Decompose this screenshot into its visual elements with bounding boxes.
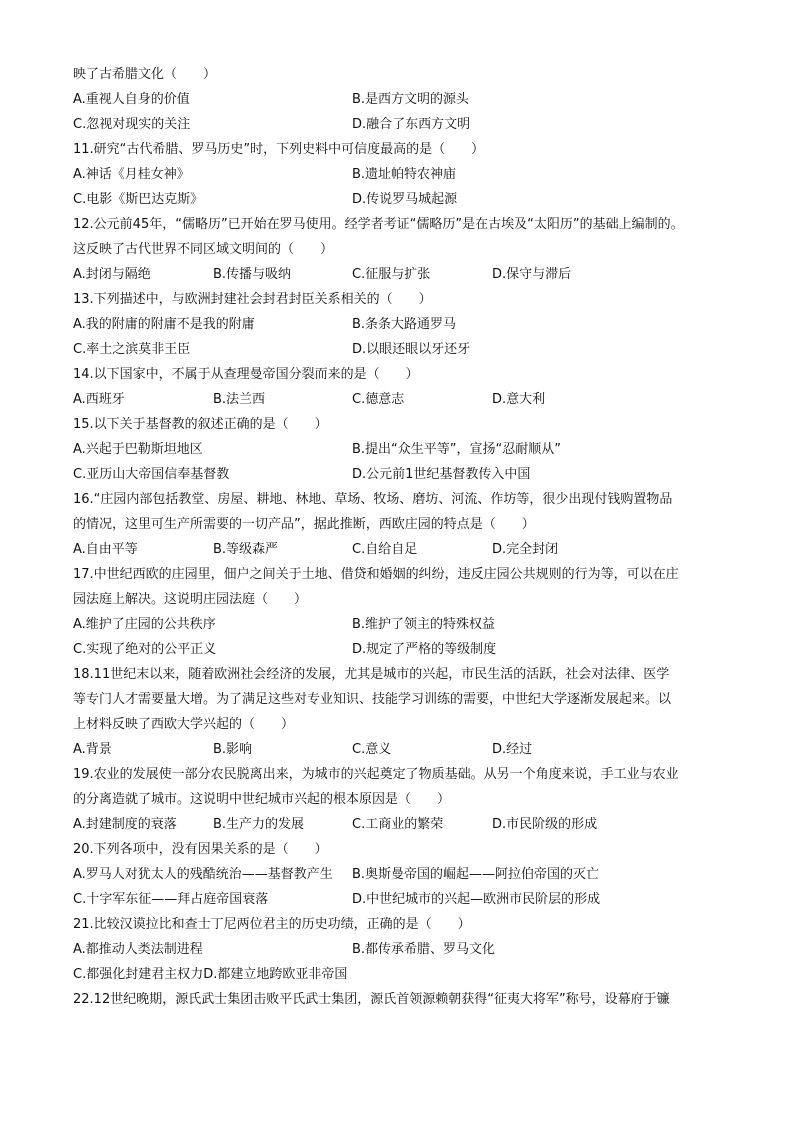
- option-b: B.等级森严: [213, 542, 279, 557]
- option-a: A.背景: [73, 742, 112, 757]
- question-stem-line: 14.以下国家中，不属于从查理曼帝国分裂而来的是（ ）: [73, 367, 419, 382]
- question-stem-line: 上材料反映了西欧大学兴起的（ ）: [73, 717, 295, 732]
- option-a: A.神话《月桂女神》: [73, 167, 190, 182]
- option-a: A.兴起于巴勒斯坦地区: [73, 442, 203, 457]
- option-c: C.十字军东征——拜占庭帝国衰落: [73, 892, 269, 907]
- question-stem-line: 21.比较汉谟拉比和查士丁尼两位君主的历史功绩，正确的是（ ）: [73, 917, 471, 932]
- question-stem-line: 园法庭上解决。这说明庄园法庭（ ）: [73, 592, 308, 607]
- option-a: A.西班牙: [73, 392, 125, 407]
- option-c: C.电影《斯巴达克斯》: [73, 192, 204, 207]
- question-stem-line: 13.下列描述中，与欧洲封建社会封君封臣关系相关的（ ）: [73, 292, 432, 307]
- options-row: [73, 337, 733, 362]
- option-b: B.都传承希腊、罗马文化: [352, 942, 496, 957]
- question-stem-line: 15.以下关于基督教的叙述正确的是（ ）: [73, 417, 328, 432]
- options-row: [73, 162, 733, 187]
- options-row: [73, 887, 733, 912]
- question-stem-line: 22.12世纪晚期，源氏武士集团击败平氏武士集团，源氏首领源赖朝获得“征夷大将军”称号，设幕府于镰: [73, 992, 670, 1007]
- option-a: A.都推动人类法制进程: [73, 942, 203, 957]
- option-b: B.影响: [213, 742, 253, 757]
- option-d: D.融合了东西方文明: [352, 117, 471, 132]
- option-d: D.都建立地跨欧亚非帝国: [203, 967, 348, 982]
- option-a: A.我的附庸的附庸不是我的附庸: [73, 317, 255, 332]
- options-row: [73, 87, 733, 112]
- options-row: [73, 862, 733, 887]
- option-b: B.奥斯曼帝国的崛起——阿拉伯帝国的灭亡: [352, 867, 600, 882]
- option-c: C.忽视对现实的关注: [73, 117, 191, 132]
- question-stem-line: 19.农业的发展使一部分农民脱离出来，为城市的兴起奠定了物质基础。从另一个角度来说，手工业与农业: [73, 767, 679, 782]
- option-b: B.条条大路通罗马: [352, 317, 457, 332]
- question-stem-line: 18.11世纪末以来，随着欧洲社会经济的发展，尤其是城市的兴起，市民生活的活跃，社会对法律、医学: [73, 667, 670, 682]
- option-a: A.罗马人对犹太人的残酷统治——基督教产生: [73, 867, 333, 882]
- options-row: [73, 112, 733, 137]
- question-sheet: [73, 62, 733, 1012]
- option-d: D.完全封闭: [492, 542, 559, 557]
- options-row: [73, 612, 733, 637]
- option-a: A.封建制度的衰落: [73, 817, 177, 832]
- option-b: B.法兰西: [213, 392, 266, 407]
- option-d: D.经过: [492, 742, 533, 757]
- option-c: C.率土之滨莫非王臣: [73, 342, 191, 357]
- option-a: A.维护了庄园的公共秩序: [73, 617, 216, 632]
- option-c: C.亚历山大帝国信奉基督教: [73, 467, 230, 482]
- option-b: B.维护了领主的特殊权益: [352, 617, 496, 632]
- options-row: [73, 812, 733, 837]
- question-stem-line: 11.研究“古代希腊、罗马历史”时，下列史料中可信度最高的是（ ）: [73, 142, 485, 157]
- option-d: D.市民阶级的形成: [492, 817, 598, 832]
- options-row: [73, 937, 733, 962]
- option-d: D.中世纪城市的兴起—欧洲市民阶层的形成: [352, 892, 601, 907]
- option-c: C.自给自足: [352, 542, 418, 557]
- option-c: C.征服与扩张: [352, 267, 431, 282]
- option-c: C.工商业的繁荣: [352, 817, 444, 832]
- options-row: [73, 737, 733, 762]
- options-row: [73, 262, 733, 287]
- options-row: [73, 537, 733, 562]
- options-row: [73, 962, 733, 987]
- option-b: B.传播与吸纳: [213, 267, 292, 282]
- options-row: [73, 312, 733, 337]
- option-b: B.是西方文明的源头: [352, 92, 470, 107]
- question-stem-line: 12.公元前45年，“儒略历”已开始在罗马使用。经学者考证“儒略历”是在古埃及“太阳历”的基础上编制的。: [73, 217, 684, 232]
- options-row: [73, 637, 733, 662]
- option-d: D.意大利: [492, 392, 546, 407]
- question-stem-line: 17.中世纪西欧的庄园里，佃户之间关于土地、借贷和婚姻的纠纷，违反庄园公共规则的行为等，可以在庄: [73, 567, 679, 582]
- options-row: [73, 387, 733, 412]
- option-c: C.都强化封建君主权力: [73, 967, 204, 982]
- option-d: D.传说罗马城起源: [352, 192, 458, 207]
- option-b: B.遗址帕特农神庙: [352, 167, 457, 182]
- question-stem-line: 等专门人才需要量大增。为了满足这些对专业知识、技能学习训练的需要，中世纪大学逐渐发展起来。以: [73, 692, 672, 707]
- option-a: A.重视人自身的价值: [73, 92, 190, 107]
- question-stem-line: 的情况，这里可生产所需要的一切产品”，据此推断，西欧庄园的特点是（ ）: [73, 517, 535, 532]
- question-stem-line: 映了古希腊文化（ ）: [73, 67, 217, 82]
- option-a: A.自由平等: [73, 542, 138, 557]
- option-c: C.实现了绝对的公平正义: [73, 642, 217, 657]
- option-d: D.保守与滞后: [492, 267, 572, 282]
- option-c: C.德意志: [352, 392, 405, 407]
- question-stem-line: 这反映了古代世界不同区域文明间的（ ）: [73, 242, 334, 257]
- option-d: D.公元前1世纪基督教传入中国: [352, 467, 531, 482]
- options-row: [73, 462, 733, 487]
- options-row: [73, 187, 733, 212]
- question-stem-line: 16.“庄园内部包括教堂、房屋、耕地、林地、草场、牧场、磨坊、河流、作坊等，很少出现付钱购置物品: [73, 492, 673, 507]
- options-row: [73, 437, 733, 462]
- option-c: C.意义: [352, 742, 392, 757]
- option-b: B.提出“众生平等”，宣扬“忍耐顺从”: [352, 442, 561, 457]
- option-b: B.生产力的发展: [213, 817, 305, 832]
- option-d: D.规定了严格的等级制度: [352, 642, 497, 657]
- option-a: A.封闭与隔绝: [73, 267, 151, 282]
- question-stem-line: 20.下列各项中，没有因果关系的是（ ）: [73, 842, 328, 857]
- option-d: D.以眼还眼以牙还牙: [352, 342, 471, 357]
- question-stem-line: 的分离造就了城市。这说明中世纪城市兴起的根本原因是（ ）: [73, 792, 451, 807]
